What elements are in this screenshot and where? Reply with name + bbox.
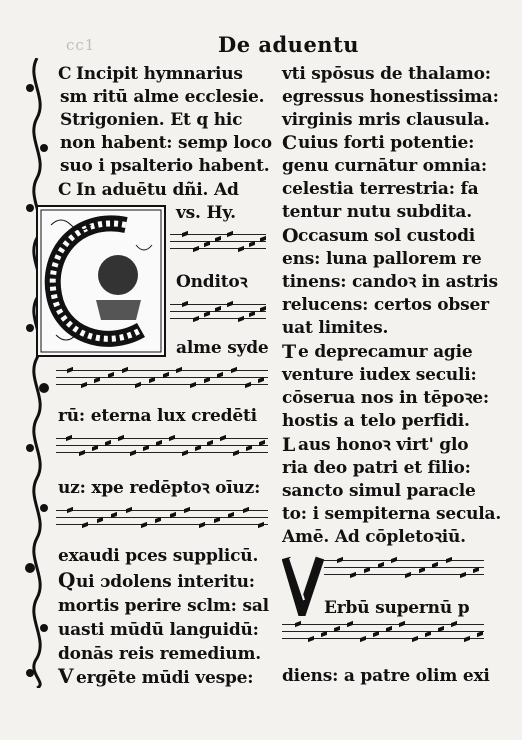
right-line-10: tinens: candoꝛ in astris: [282, 272, 498, 292]
left-line-5: suo i psalterio habent.: [60, 156, 270, 176]
left-line-2: sm ritū alme ecclesie.: [60, 87, 265, 107]
running-title: De aduentu: [218, 32, 360, 57]
left-line-6: In aduētu dñi. Ad: [76, 180, 239, 200]
right-line-23: diens: a patre olim exi: [282, 666, 490, 686]
initial-o: O: [282, 225, 299, 247]
left-line-17: ergēte mūdi vespe:: [76, 668, 254, 688]
left-line-4: non habent: semp loco: [60, 133, 272, 153]
left-line-12: exaudi pces supplicū.: [58, 546, 259, 566]
initial-t: T: [282, 341, 296, 363]
left-line-9: alme syde: [176, 338, 269, 358]
right-line-13: e deprecamur agie: [298, 342, 473, 362]
right-line-15: cōserua nos in tēpoꝛe:: [282, 388, 489, 408]
right-line-1: vti spōsus de thalamo:: [282, 64, 491, 84]
right-line-9: ens: luna pallorem re: [282, 249, 482, 269]
right-line-20: to: i sempiterna secula.: [282, 504, 502, 524]
initial-q: Q: [58, 568, 76, 592]
floral-border-ornament: [24, 58, 50, 688]
left-line-1: Incipit hymnarius: [76, 64, 243, 84]
left-line-11: uz: xpe redēptoꝛ oīuz:: [58, 478, 261, 498]
initial-v: V: [58, 664, 74, 688]
right-line-16: hostis a telo perfidi.: [282, 411, 470, 431]
illuminated-initial-c: [36, 205, 166, 357]
initial-l: L: [282, 434, 296, 456]
left-line-15: uasti mūdū languidū:: [58, 620, 259, 640]
paragraph-mark-2: C: [58, 180, 72, 200]
right-line-8: ccasum sol custodi: [298, 226, 476, 246]
right-line-3: virginis mris clausula.: [282, 110, 490, 130]
left-line-7: vs. Hy.: [176, 203, 236, 223]
right-line-19: sancto simul paracle: [282, 481, 476, 501]
right-line-18: ria deo patri et filio:: [282, 458, 471, 478]
right-line-17: aus honoꝛ virt' glo: [298, 435, 469, 455]
right-line-2: egressus honestissima:: [282, 87, 499, 107]
left-line-10: rū: eterna lux credēti: [58, 406, 257, 426]
right-line-14: venture iudex seculi:: [282, 365, 477, 385]
folio-number: cc1: [66, 36, 96, 54]
left-line-3: Strigonien. Et q hic: [60, 110, 243, 130]
left-line-16: donās reis remedium.: [58, 644, 261, 664]
right-line-6: celestia terrestria: fa: [282, 179, 479, 199]
paragraph-mark-1: C: [58, 64, 72, 84]
right-line-4: uius forti potentie:: [298, 133, 475, 153]
large-initial-v: [282, 552, 324, 616]
left-line-13: ui ɔdolens interitu:: [76, 572, 255, 592]
right-line-22: Erbū supernū p: [324, 598, 470, 618]
right-line-12: uat limites.: [282, 318, 389, 338]
music-staff-5: [56, 506, 268, 530]
right-line-11: relucens: certos obser: [282, 295, 489, 315]
right-line-21: Amē. Ad cōpletoꝛiū.: [282, 527, 466, 547]
left-line-14: mortis perire sclm: sal: [58, 596, 269, 616]
initial-c: C: [282, 132, 297, 154]
right-line-5: genu curnātur omnia:: [282, 156, 487, 176]
right-line-7: tentur nutu subdita.: [282, 202, 472, 222]
left-line-8: Onditoꝛ: [176, 272, 248, 292]
